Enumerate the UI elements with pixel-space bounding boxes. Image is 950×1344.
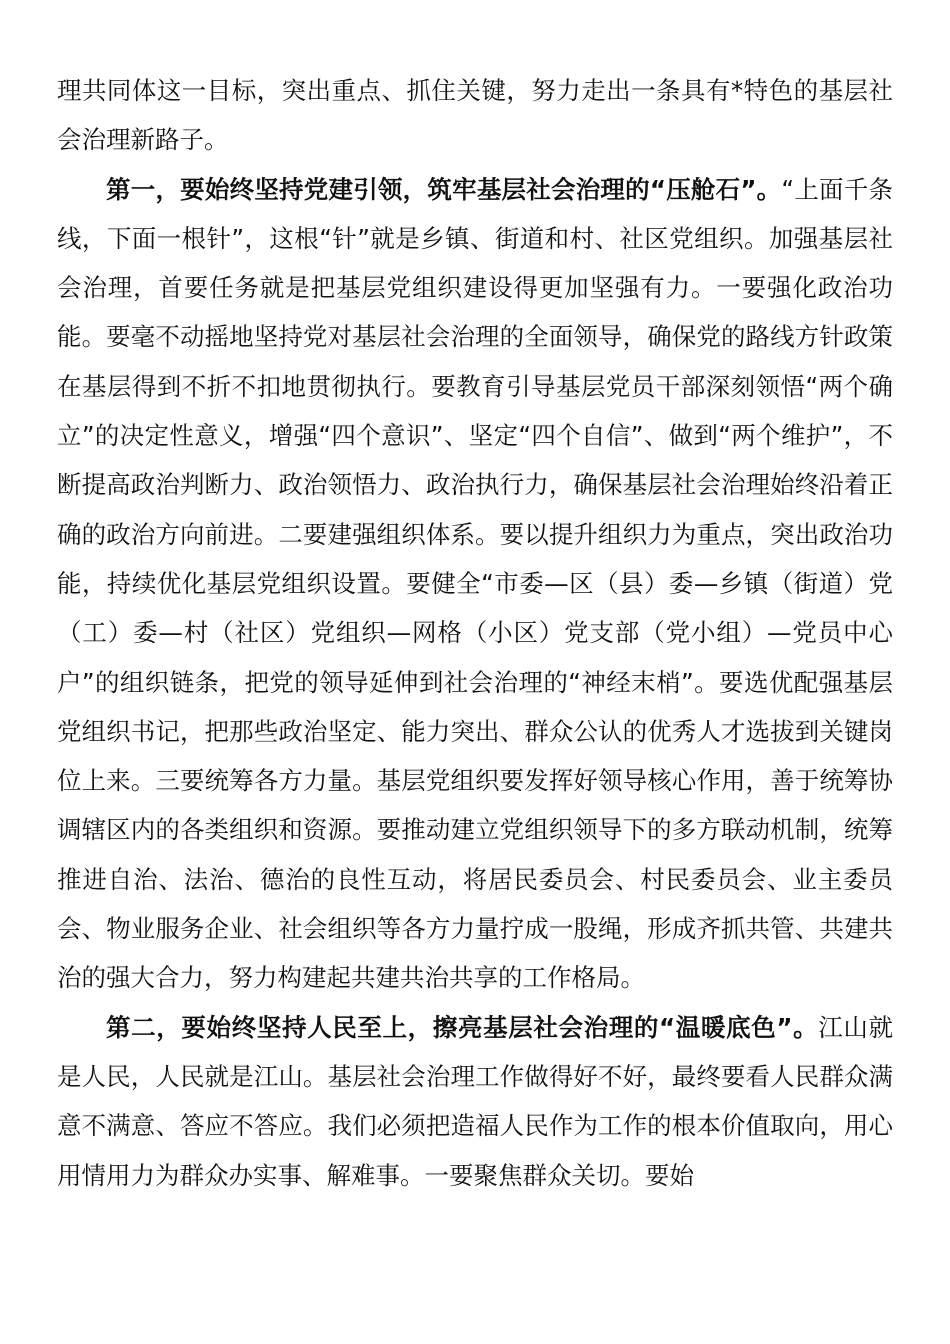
paragraph-text: “上面千条线，下面一根针”，这根“针”就是乡镇、街道和村、社区党组织。加强基层社会治理，首要任务就是把基层党组织建设得更加坚强有力。一要强化政治功能。要毫不动摇地坚持党对基层社会治理的全面领导，确保党的路线方针政策在基层得到不折不扣地贯彻执行。要教育引导基层党员干部深刻领悟“两个确立”的决定性意义，增强“四个意识”、坚定“四个自信”、做到“两个维护”，不断提高政治判断力、政治领悟力、政治执行力，确保基层社会治理始终沿着正确的政治方向前进。二要建强组织体系。要以提升组织力为重点，突出政治功能，持续优化基层党组织设置。要健全“市委—区（县）委—乡镇（街道）党（工）委—村（社区）党组织—网格（小区）党支部（党小组）—党员中心户”的组织链条，把党的领导延伸到社会治理的“神经末梢”。要选优配强基层党组织书记，把那些政治坚定、能力突出、群众公认的优秀人才选拔到关键岗位上来。三要统筹各方力量。基层党组织要发挥好领导核心作用，善于统筹协调辖区内的各类组织和资源。要推动建立党组织领导下的多方联动机制，统筹推进自治、法治、德治的良性互动，将居民委员会、村民委员会、业主委员会、物业服务企业、社会组织等各方力量拧成一股绳，形成齐抓共管、共建共治的强大合力，努力构建起共建共治共享的工作格局。 bbox=[57, 174, 894, 993]
paragraph-heading: 第二，要始终坚持人民至上，擦亮基层社会治理的“温暖底色”。 bbox=[106, 1012, 819, 1042]
paragraph-continuation bbox=[57, 66, 893, 165]
paragraph-text: 理共同体这一目标，突出重点、抓住关键，努力走出一条具有*特色的基层社会治理新路子。 bbox=[57, 76, 893, 155]
paragraph-heading: 第一，要始终坚持党建引领，筑牢基层社会治理的“压舱石”。 bbox=[106, 174, 782, 204]
paragraph-second-point bbox=[57, 1003, 893, 1200]
paragraph-first-point bbox=[57, 165, 893, 1003]
paragraph-text: 江山就是人民，人民就是江山。基层社会治理工作做得好不好，最终要看人民群众满意不满意、答应不答应。我们必须把造福人民作为工作的根本价值取向，用心用情用力为群众办实事、解难事。一要聚焦群众关切。要始 bbox=[57, 1012, 894, 1190]
document-body bbox=[57, 66, 893, 1200]
